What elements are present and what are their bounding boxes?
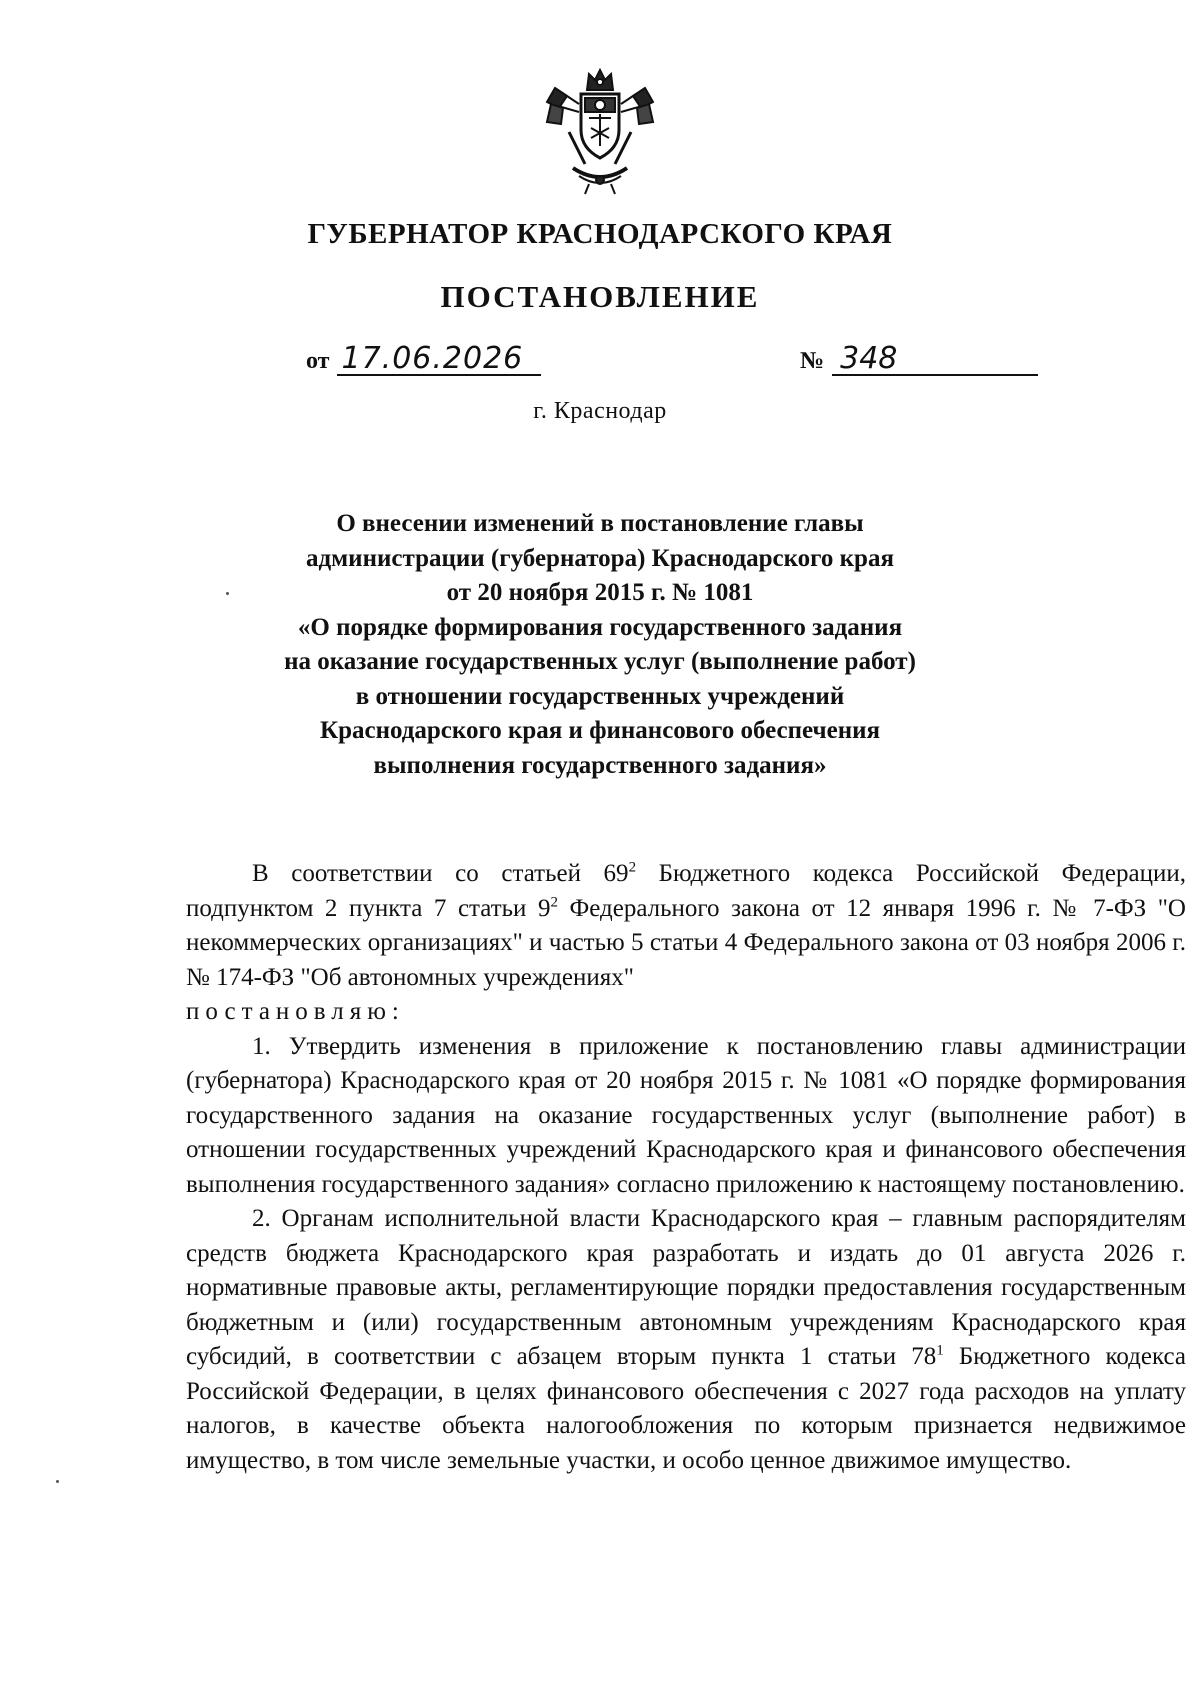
title-line: в отношении государственных учреждений	[355, 682, 845, 710]
title-line: выполнения государственного задания»	[373, 751, 827, 779]
item-2-text: Бюджетного кодекса Российской Федерации, в целях финансового обеспечения с 2027 года расходов на уплату налогов, в качестве объекта налогообложения по которым признается недвижимое имущество, в том числе земельные участки, и особо ценное движимое имущество.	[186, 1343, 1187, 1474]
scan-speck	[56, 1480, 59, 1483]
date-field	[306, 341, 541, 376]
preamble-text: Федерального закона от 12 января 1996 г. № 7-ФЗ "О некоммерческих организациях" и частью 5 статьи 4 Федерального закона от 03 ноября 2006 г. № 174-ФЗ "Об автономных учреждениях"	[186, 894, 1186, 991]
decree-word: постановляю:	[186, 998, 405, 1025]
title-line: администрации (губернатора) Краснодарского края	[306, 544, 894, 572]
number-value: 348	[832, 344, 1038, 376]
document-body	[186, 857, 1186, 1478]
item-2-text: 2. Органам исполнительной власти Краснодарского края – главным распорядителям средств бюджета Краснодарского края разработать и издать до 01 августа 2026 г. нормативные правовые акты, регламентирующие порядки предоставления государственным бюджетным и (или) государственным автономным учреждениям Краснодарского края субсидий, в соответствии с абзацем вторым пункта 1 статьи 78	[186, 1205, 1186, 1370]
title-line: Краснодарского края и финансового обеспечения	[319, 717, 881, 744]
scan-speck	[226, 592, 229, 595]
superscript: 1	[936, 1342, 944, 1359]
title-line: на оказание государственных услуг (выполнение работ)	[284, 648, 916, 675]
item-1-paragraph: 1. Утвердить изменения в приложение к постановлению главы администрации (губернатора) Краснодарского края от 20 ноября 2015 г. № 1081 «О порядке формирования государственного задания на оказание государственных услуг (выполнение работ) в отношении государственных учреждений Краснодарского края и финансового обеспечения выполнения государственного задания» согласно приложению к настоящему постановлению.	[186, 1032, 1186, 1198]
date-value: 17.06.2026	[337, 344, 541, 376]
number-label: №	[800, 348, 825, 374]
city-line: г. Краснодар	[533, 398, 667, 424]
preamble-text: Бюджетного кодекса Российской Федерации, подпунктом 2 пункта 7 статьи 9	[186, 860, 1186, 922]
item-2-paragraph	[186, 1202, 1186, 1478]
date-label: от	[306, 348, 330, 374]
document-type-heading: ПОСТАНОВЛЕНИЕ	[440, 279, 760, 314]
superscript: 2	[628, 859, 637, 876]
preamble-text: В соответствии со статьей 69	[252, 860, 629, 887]
superscript: 2	[550, 894, 558, 911]
document-title	[0, 507, 1200, 783]
number-field	[800, 341, 1038, 376]
issuer-heading: ГУБЕРНАТОР КРАСНОДАРСКОГО КРАЯ	[307, 218, 893, 250]
title-line: «О порядке формирования государственного задания	[297, 613, 903, 641]
title-line: О внесении изменений в постановление главы	[336, 510, 864, 537]
title-line: от 20 ноября 2015 г. № 1081	[446, 579, 754, 606]
coat-of-arms-emblem	[545, 68, 655, 196]
preamble-paragraph	[186, 857, 1186, 995]
